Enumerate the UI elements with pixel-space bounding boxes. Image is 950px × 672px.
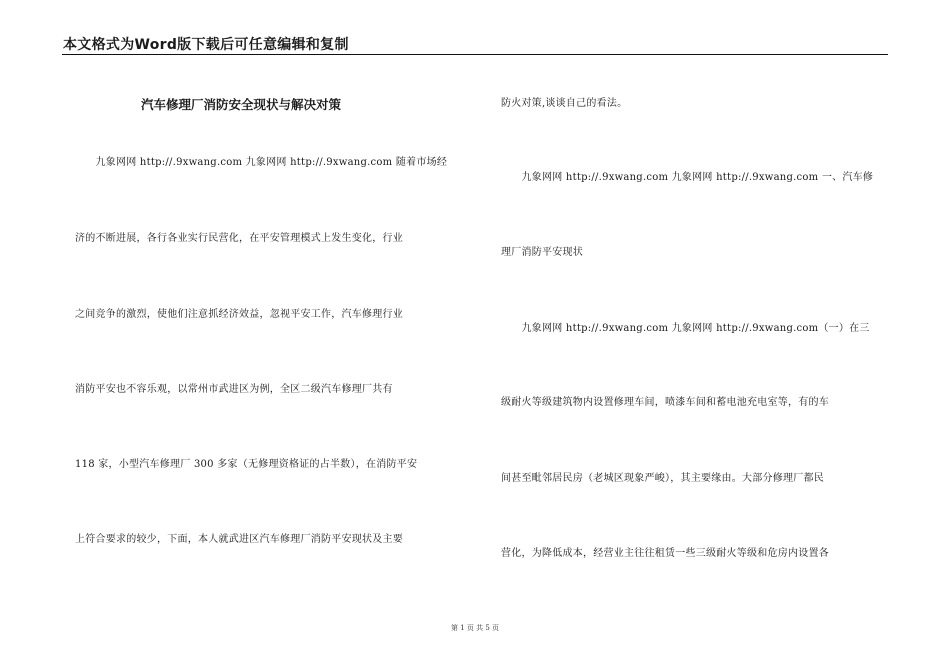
body-text-line: 济的不断进展，各行各业实行民营化，在平安管理模式上发生变化，行业 <box>75 233 403 244</box>
body-text-line: 九象网网 http://.9xwang.com 九象网网 http://.9xwang.com 随着市场经 <box>75 157 448 168</box>
page-number: 第 1 页 共 5 页 <box>450 624 500 632</box>
body-text-line: 营化，为降低成本，经营业主往往租赁一些三级耐火等级和危房内设置各 <box>501 548 829 559</box>
body-text-line: 上符合要求的较少，下面，本人就武进区汽车修理厂消防平安现状及主要 <box>75 534 403 545</box>
body-text-line: 消防平安也不容乐观，以常州市武进区为例，全区二级汽车修理厂共有 <box>75 384 393 395</box>
body-text-line: 九象网网 http://.9xwang.com 九象网网 http://.9xwang.com 一、汽车修 <box>501 172 874 183</box>
body-text-line: 理厂消防平安现状 <box>501 247 583 258</box>
body-text-line: 级耐火等级建筑物内设置修理车间，喷漆车间和蓄电池充电室等，有的车 <box>501 397 829 408</box>
body-text-line: 之间竞争的激烈，使他们注意抓经济效益，忽视平安工作，汽车修理行业 <box>75 309 403 320</box>
document-header: 本文格式为Word版下载后可任意编辑和复制 <box>63 37 349 53</box>
body-text-line: 间甚至毗邻居民房（老城区现象严峻），其主要缘由。大部分修理厂都民 <box>501 473 824 484</box>
body-text-line: 118 家，小型汽车修理厂 300 多家（无修理资格证的占半数），在消防平安 <box>75 459 418 470</box>
document-title: 汽车修理厂消防安全现状与解决对策 <box>140 97 341 112</box>
body-text-line: 防火对策,谈谈自己的看法。 <box>501 98 628 109</box>
body-text-line: 九象网网 http://.9xwang.com 九象网网 http://.9xwang.com（一）在三 <box>501 323 870 334</box>
header-divider <box>62 54 888 55</box>
